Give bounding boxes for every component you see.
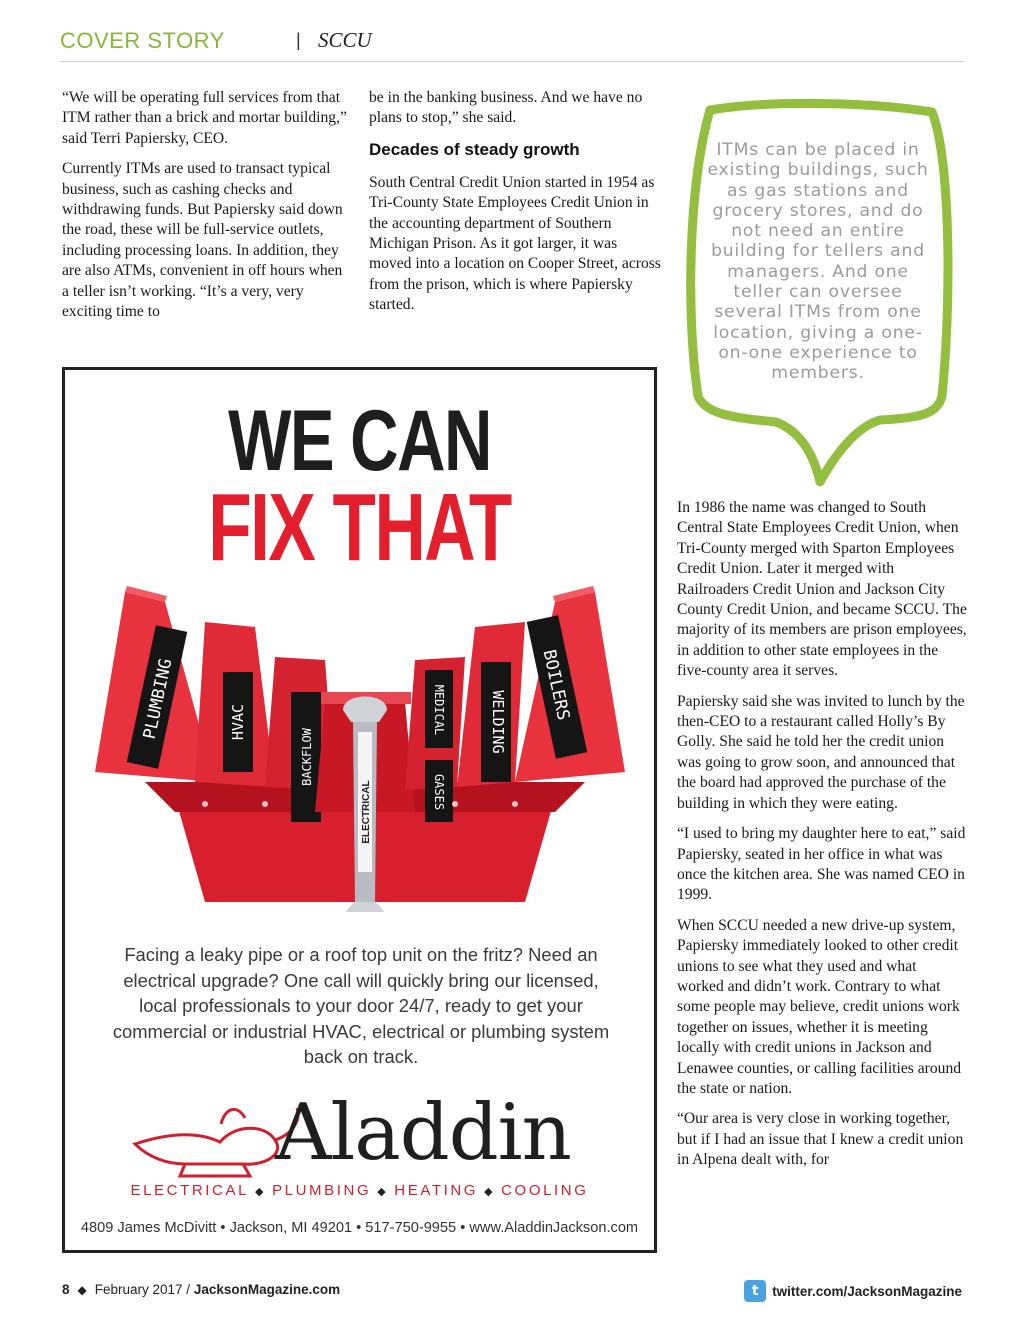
site-link[interactable]: JacksonMagazine.com (193, 1282, 341, 1297)
topic-label: SCCU (318, 28, 372, 52)
label-backflow: BACKFLOW (300, 728, 314, 786)
brand-name: Aladdin (275, 1088, 571, 1178)
article-column-1 (62, 88, 350, 332)
twitter-link[interactable] (744, 1280, 962, 1302)
paragraph: “I used to bring my daughter here to eat,” said Papiersky, seated in her office in what was once the kitchen area. She was named CEO in 1999. (677, 825, 966, 904)
label-welding: WELDING (489, 690, 507, 754)
article-column-2 (369, 88, 661, 326)
ad-copy: Facing a leaky pipe or a roof top unit on the fritz? Need an electrical upgrade? One call will quickly bring our licensed, local professionals to your door 24/7, ready to get your commercial or industrial HVAC, electrical or plumbing system back on track. (112, 944, 610, 1067)
service-item: PLUMBING (272, 1182, 372, 1199)
paragraph: “Our area is very close in working together, but if I had an issue that I knew a credit union in Alpena dealt with, for (677, 1110, 964, 1169)
header-separator: | (296, 30, 301, 50)
paragraph: South Central Credit Union started in 1954 as Tri-County State Employees Credit Union in the accounting department of Southern Michigan Prison. As it got larger, it was moved into a location on Cooper Street, across from the prison, which is where Papiersky started. (369, 173, 661, 314)
issue-date: February 2017 / (94, 1282, 191, 1297)
ad-headline-line-1: WE CAN (228, 393, 491, 489)
label-gases: GASES (432, 773, 446, 811)
paragraph: be in the banking business. And we have no plans to stop,” she said. (369, 89, 643, 127)
subheading: Decades of steady growth (369, 139, 580, 159)
label-electrical: ELECTRICAL (361, 780, 372, 844)
service-item: ELECTRICAL (130, 1182, 250, 1199)
twitter-icon: t (744, 1280, 766, 1302)
paragraph: In 1986 the name was changed to South Central State Employees Credit Union, when Tri-County merged with Sparton Employees Credit Union. Later it merged with Railroaders Credit Union and Jackson City County Credit Union, and became SCCU. The majority of its members are prison employees, in addition to other state employees in the five-county area it serves. (677, 499, 967, 680)
label-medical: MEDICAL (432, 684, 446, 736)
paragraph: Currently ITMs are used to transact typical business, such as cashing checks and withdrawing funds. But Papiersky said down the road, these will be full-service outlets, including processing loans. In addition, they are also ATMs, convenient in off hours when a teller isn’t working. “It’s a very, very exciting time to (62, 160, 343, 321)
twitter-handle[interactable]: twitter.com/JacksonMagazine (772, 1283, 962, 1299)
toolbox-illustration (85, 582, 635, 912)
label-hvac: HVAC (229, 703, 247, 741)
section-label: COVER STORY (60, 28, 225, 53)
label-boilers: BOILERS (538, 647, 574, 723)
page-footer (62, 1282, 340, 1297)
diamond-icon: ◆ (377, 1186, 389, 1198)
paragraph: “We will be operating full services from that ITM rather than a brick and mortar building,” said Terri Papiersky, CEO. (62, 89, 347, 147)
label-plumbing: PLUMBING (139, 656, 177, 742)
paragraph: When SCCU needed a new drive-up system, Papiersky immediately looked to other credit unions to see what they used and what worked and didn’t work. Contrary to what some people may believe, credit unions work together on issues, whether it is meeting locally with credit unions in Jackson and Lenawee counties, or calling facilities around the state or nation. (677, 916, 962, 1097)
service-item: HEATING (394, 1182, 479, 1199)
pullquote-bubble (680, 96, 956, 486)
aladdin-advertisement (62, 367, 657, 1253)
diamond-icon: ◆ (484, 1186, 496, 1198)
service-item: COOLING (501, 1182, 589, 1199)
ad-contact-line: 4809 James McDivitt • Jackson, MI 49201 • 517-750-9955 • www.AladdinJackson.com (80, 1220, 639, 1236)
pullquote-text: ITMs can be placed in existing buildings, such as gas stations and grocery stores, and do not need an entire building for tellers and managers. And one teller can oversee several ITMs from one location, giving a one-on-one experience to members. (707, 140, 929, 384)
ad-headline-line-2: FIX THAT (208, 474, 511, 581)
diamond-icon: ◆ (77, 1283, 87, 1297)
page-number: 8 (62, 1282, 70, 1297)
services-line (65, 1182, 654, 1199)
paragraph: Papiersky said she was invited to lunch by the then-CEO to a restaurant called Holly’s By Golly. She said he told her the credit union was going to grow soon, and announced that the board had approved the purchase of the building in which they were eating. (677, 692, 965, 812)
article-column-3 (677, 498, 967, 1181)
diamond-icon: ◆ (255, 1186, 267, 1198)
page-header (60, 28, 964, 62)
